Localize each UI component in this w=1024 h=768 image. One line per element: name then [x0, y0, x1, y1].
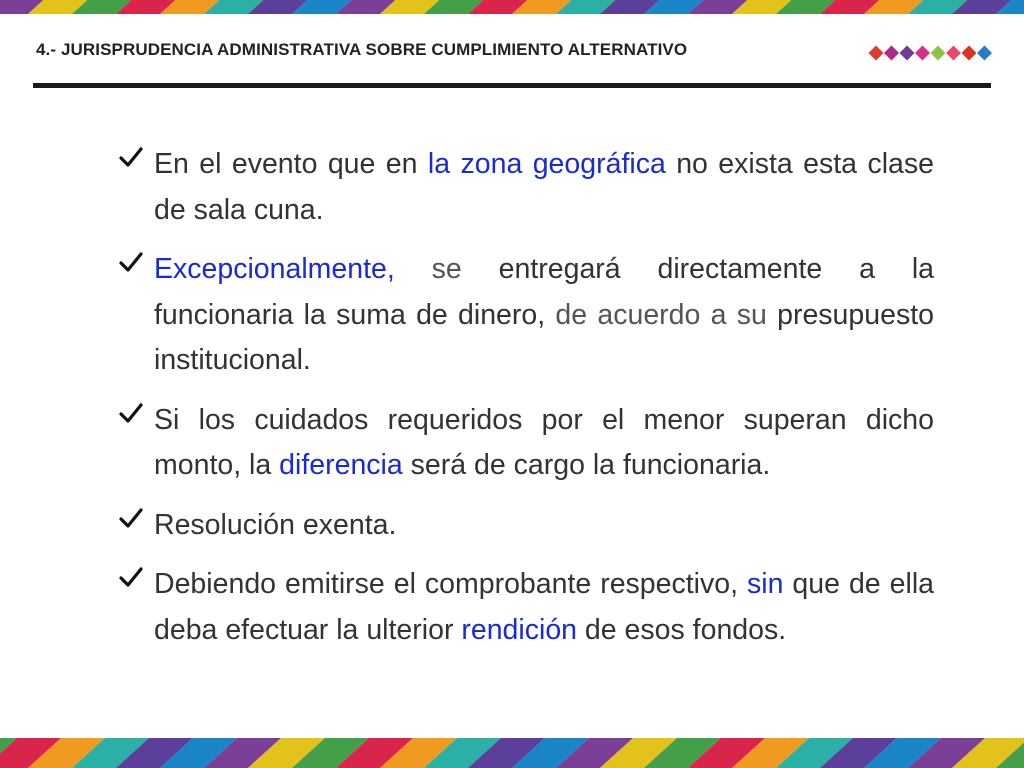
text-segment: se — [394, 253, 499, 285]
bullet-list — [118, 142, 934, 667]
highlighted-text: Excepcionalmente, — [154, 253, 395, 285]
checkmark-icon — [118, 249, 144, 275]
bullet-text — [154, 398, 934, 489]
bullet-item — [118, 503, 934, 549]
checkmark-icon — [118, 400, 144, 426]
text-segment: de acuerdo a su — [545, 298, 778, 331]
bullet-item — [118, 562, 934, 653]
bullet-item — [118, 142, 934, 233]
title-underline — [33, 83, 991, 88]
diamond-shape — [900, 46, 915, 61]
highlighted-text: rendición — [461, 613, 578, 646]
diamond-shape — [931, 46, 946, 61]
bullet-item — [118, 247, 934, 384]
bullet-item — [118, 398, 934, 489]
bullet-text — [154, 142, 934, 233]
checkmark-icon — [118, 144, 144, 170]
top-decorative-band — [0, 0, 1024, 14]
bottom-decorative-band — [0, 738, 1024, 768]
text-segment: presupuesto institucional. — [154, 298, 934, 376]
diamond-shape — [915, 46, 930, 61]
checkmark-icon — [118, 564, 144, 590]
highlighted-text: sin — [747, 568, 784, 600]
bullet-text — [154, 503, 934, 549]
diamond-shape — [946, 46, 961, 61]
text-segment: será de cargo la funcionaria. — [402, 449, 771, 481]
text-segment: Debiendo emitirse el comprobante respectivo, — [154, 568, 748, 600]
diamond-ornament — [868, 43, 994, 63]
checkmark-icon — [118, 505, 144, 531]
text-segment: Si los cuidados requeridos por el menor superan dicho monto, la — [154, 403, 934, 481]
text-segment: entregará directamente a la funcionaria la suma de dinero, — [154, 253, 935, 331]
text-segment: de esos fondos. — [577, 613, 787, 646]
diamond-shape — [869, 46, 884, 61]
text-segment: no exista esta clase de sala cuna. — [154, 148, 934, 226]
text-segment: Resolución exenta. — [154, 508, 397, 541]
highlighted-text: la zona geográfica — [427, 148, 666, 180]
text-segment: que de ella deba efectuar la ulterior — [154, 568, 934, 646]
diamond-shape — [884, 46, 899, 61]
slide-title: 4.- JURISPRUDENCIA ADMINISTRATIVA SOBRE CUMPLIMIENTO ALTERNATIVO — [36, 40, 688, 59]
highlighted-text: diferencia — [279, 449, 403, 481]
bullet-text — [154, 247, 934, 384]
diamond-shape — [977, 46, 992, 61]
bullet-text — [154, 562, 934, 653]
text-segment: En el evento que en — [154, 148, 428, 180]
diamond-shape — [962, 46, 977, 61]
